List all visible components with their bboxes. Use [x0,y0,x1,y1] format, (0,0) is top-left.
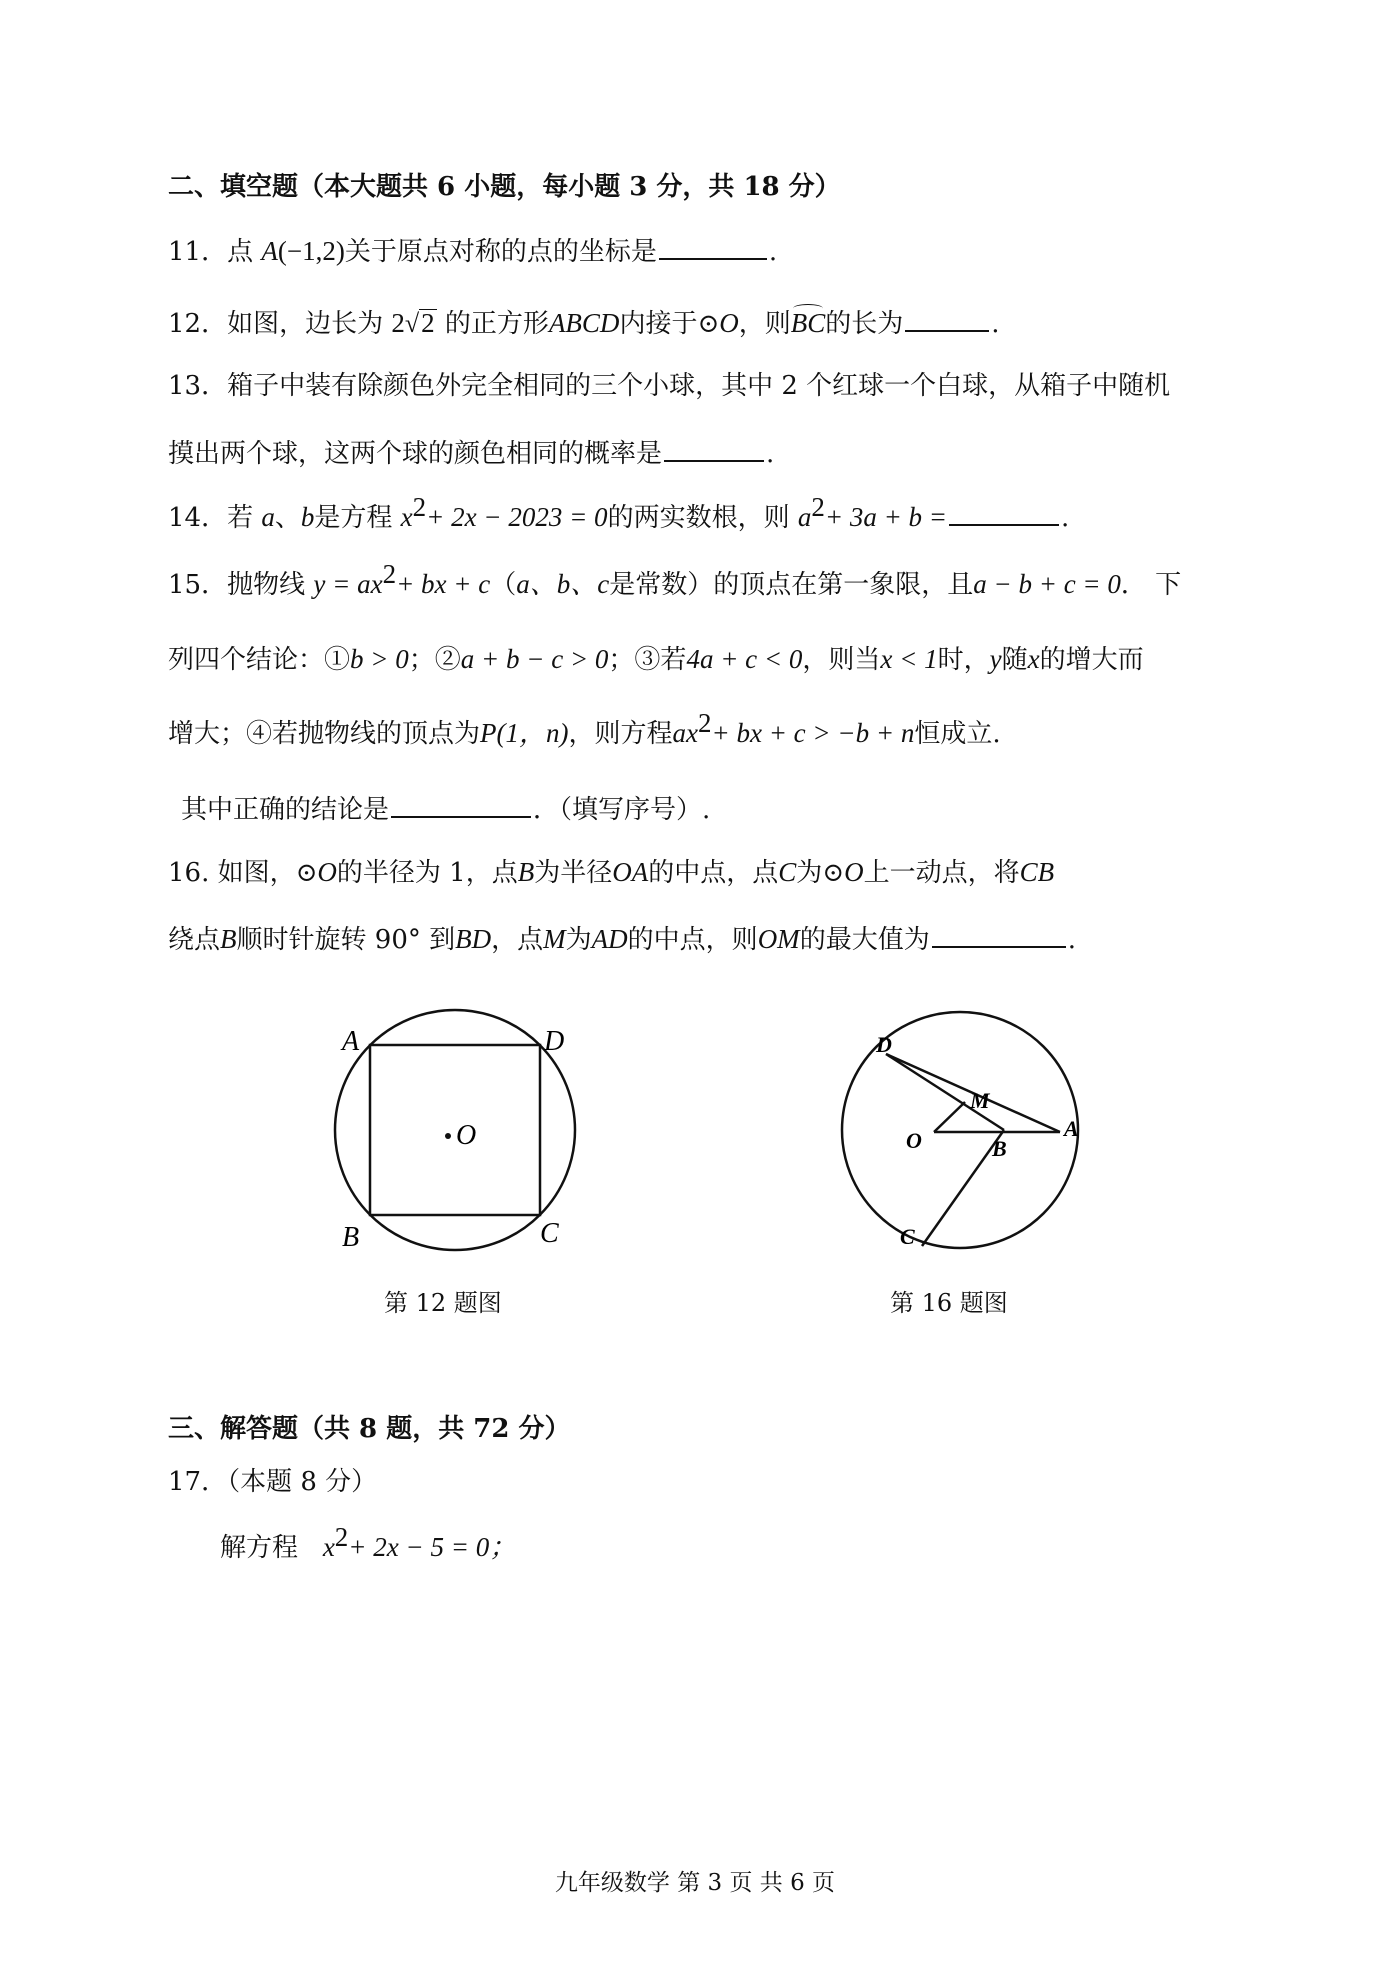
answer-blank[interactable] [664,434,764,462]
figure-16-label-C: C [900,1224,915,1249]
figure-12-label-O: O [456,1120,477,1151]
figure-12-label-D: D [544,1026,565,1057]
answer-blank[interactable] [949,498,1059,526]
figure-12 [320,1020,600,1280]
answer-blank[interactable] [391,790,531,818]
question-16-line-2: 绕点B顺时针旋转 90° 到BD，点M为AD的中点，则OM的最大值为 . [168,920,1228,957]
question-15-line-4: 其中正确的结论是 ．（填写序号）. [181,790,1241,827]
answer-blank[interactable] [659,232,767,260]
figure-16-caption: 第 16 题图 [890,1289,1008,1317]
figure-16-label-B: B [992,1136,1007,1161]
question-11: 11．点 A(−1,2)关于原点对称的点的坐标是 . [168,232,1228,269]
section-title-fill-in: 二、填空题（本大题共 6 小题，每小题 3 分，共 18 分） [168,172,841,202]
section-title-answer: 三、解答题（共 8 题，共 72 分） [168,1414,571,1444]
figure-12-label-C: C [540,1218,559,1249]
answer-blank[interactable] [932,920,1066,948]
question-15-line-3: 增大；④若抛物线的顶点为P(1，n)，则方程$ax^2+$ bx + c > −b + n恒成立. [168,708,1001,749]
figure-16-label-M: M [970,1088,990,1113]
figure-12-square [370,1045,540,1215]
question-13-line-1: 13．箱子中装有除颜色外完全相同的三个小球，其中 2 个红球一个白球，从箱子中随机 [168,371,1171,401]
answer-blank[interactable] [905,304,989,332]
page-footer: 九年级数学 第 3 页 共 6 页 [554,1870,836,1896]
question-15-line-2: 列四个结论：①b > 0；②a + b − c > 0；③若4a + c < 0，则当x < 1时，y随x的增大而 [168,644,1144,675]
question-13-line-2: 摸出两个球，这两个球的颜色相同的概率是 . [168,434,1228,471]
figure-12-label-A: A [342,1026,360,1057]
figure-16-label-O: O [906,1128,922,1153]
question-14: 14．若 a、b是方程 $x^2+ 2x - 2023 = 0$的两实数根，则 $a^2+ 3a + b$ = . [168,492,1070,533]
figure-12-center-dot [445,1133,451,1139]
question-17-header: 17．（本题 8 分） [168,1467,378,1497]
figure-12-caption: 第 12 题图 [384,1289,502,1317]
question-16-line-1: 16. 如图，⊙O的半径为 1，点B为半径OA的中点，点C为⊙O上一动点，将CB [168,857,1055,888]
question-12: 12．如图，边长为 2√2 的正方形ABCD内接于⊙O，则BC的长为 . [168,304,1228,341]
figure-16-segment-OM [934,1102,965,1132]
figure-12-label-B: B [342,1222,360,1253]
question-17-body: 解方程 $x^2+ 2x - 5 = 0$； [220,1522,517,1563]
question-15-line-1: 15．抛物线 $y = ax^2+$ bx + c（a、b、c是常数）的顶点在第一象限，且a − b + c = 0． 下 [168,559,1182,600]
figure-16-label-A: A [1064,1116,1079,1141]
figure-16-label-D: D [876,1032,892,1057]
figure-16 [820,1010,1120,1280]
